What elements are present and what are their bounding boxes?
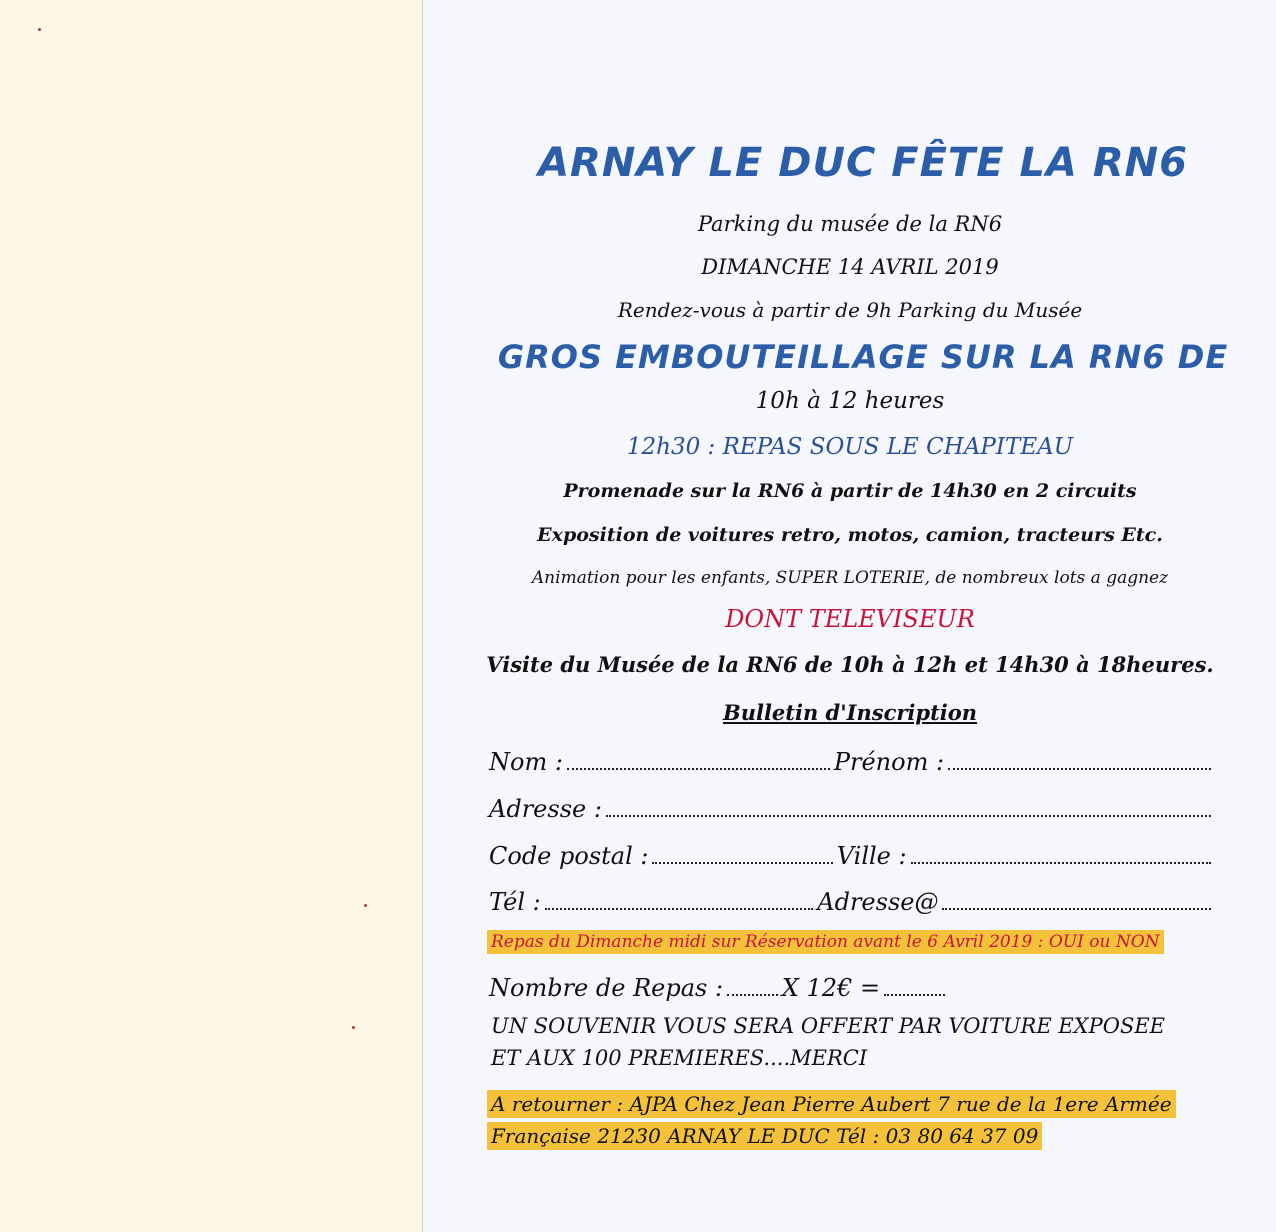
meals-count-field[interactable]: [727, 993, 778, 996]
form-title: Bulletin d'Inscription: [722, 700, 978, 725]
form-row-contact: [489, 888, 1215, 916]
paper-speck: [38, 28, 41, 31]
event-date: DIMANCHE 14 AVRIL 2019: [701, 255, 999, 279]
event-flyer: [422, 0, 1276, 1232]
souvenir-line-2: ET AUX 100 PREMIERES....MERCI: [491, 1046, 868, 1070]
meals-count-label: Nombre de Repas :: [489, 974, 724, 1002]
prenom-field[interactable]: [948, 767, 1211, 770]
meeting-info: Rendez-vous à partir de 9h Parking du Musée: [617, 298, 1083, 322]
souvenir-line-1: UN SOUVENIR VOUS SERA OFFERT PAR VOITURE EXPOSEE: [491, 1014, 1166, 1038]
tel-label: Tél :: [489, 888, 541, 916]
ville-label: Ville :: [836, 842, 907, 870]
exhibition-info: Exposition de voitures retro, motos, camion, tracteurs Etc.: [537, 524, 1163, 546]
headline: GROS EMBOUTEILLAGE SUR LA RN6 DE: [497, 338, 1229, 376]
email-field[interactable]: [942, 907, 1211, 910]
return-address-line-1: A retourner : AJPA Chez Jean Pierre Aubert 7 rue de la 1ere Armée: [487, 1090, 1176, 1118]
adresse-label: Adresse :: [489, 795, 602, 823]
nom-field[interactable]: [567, 767, 830, 770]
flyer-title: ARNAY LE DUC FÊTE LA RN6: [538, 140, 1188, 186]
meals-total-field[interactable]: [884, 993, 945, 996]
promenade-info: Promenade sur la RN6 à partir de 14h30 en 2 circuits: [563, 480, 1137, 502]
left-blank-page: [0, 0, 422, 1232]
headline-time: 10h à 12 heures: [755, 388, 945, 414]
form-row-name: [489, 748, 1215, 776]
prize-info: DONT TELEVISEUR: [725, 605, 975, 633]
code-postal-label: Code postal :: [489, 842, 649, 870]
paper-speck: [364, 904, 367, 907]
adresse-field[interactable]: [606, 814, 1211, 817]
meal-announcement: 12h30 : REPAS SOUS LE CHAPITEAU: [626, 434, 1074, 460]
ville-field[interactable]: [911, 861, 1211, 864]
code-postal-field[interactable]: [652, 861, 832, 864]
event-location: Parking du musée de la RN6: [697, 212, 1003, 236]
tel-field[interactable]: [545, 907, 814, 910]
reservation-notice: Repas du Dimanche midi sur Réservation avant le 6 Avril 2019 : OUI ou NON: [487, 930, 1164, 954]
meals-price: X 12€ =: [781, 974, 881, 1002]
form-row-city: [489, 842, 1215, 870]
return-address-line-2: Française 21230 ARNAY LE DUC Tél : 03 80 64 37 09: [487, 1122, 1042, 1150]
form-row-address: [489, 795, 1215, 823]
paper-speck: [352, 1026, 355, 1029]
form-row-meals: [489, 974, 949, 1002]
email-label: Adresse@: [817, 888, 939, 916]
museum-visit: Visite du Musée de la RN6 de 10h à 12h et 14h30 à 18heures.: [486, 652, 1214, 677]
animation-info: Animation pour les enfants, SUPER LOTERIE, de nombreux lots a gagnez: [531, 568, 1169, 588]
nom-label: Nom :: [489, 748, 563, 776]
prenom-label: Prénom :: [833, 748, 945, 776]
